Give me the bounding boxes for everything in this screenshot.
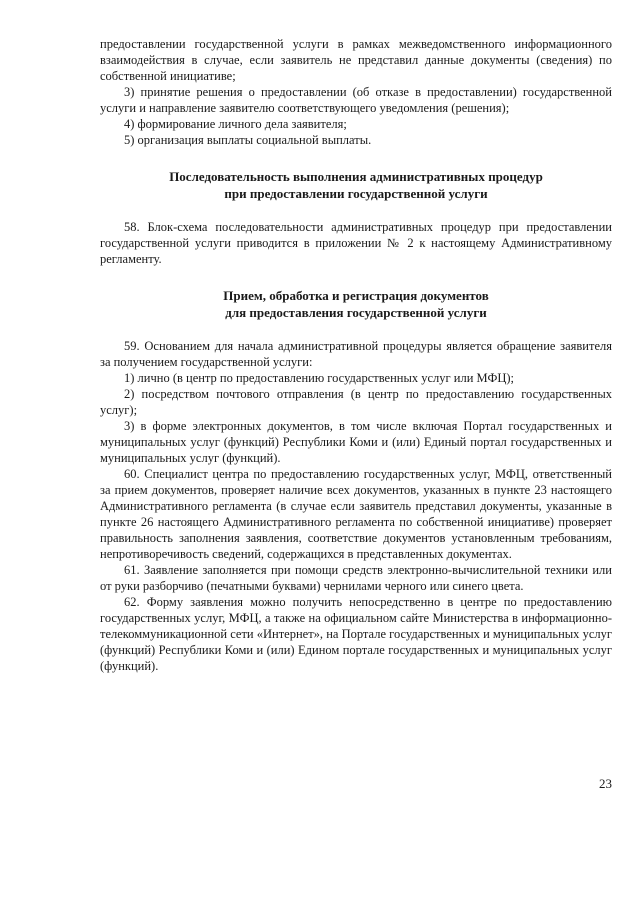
section-heading [100,287,612,321]
paragraph: 60. Специалист центра по предоставлению государственных услуг, МФЦ, ответственный за прием документов, проверяет наличие всех документов, указанных в пункте 23 настоящего Административного регламента (в случае если заявитель представил документы, указанные в пункте 26 настоящего Административного регламента по собственной инициативе) проверяет правильность заполнения заявления, соответствие документов установленным требованиям, непротиворечивость сведений, содержащихся в представленных документах. [100,467,612,561]
page-number: 23 [599,776,612,791]
heading-line: для предоставления государственной услуги [225,305,487,320]
paragraph: 5) организация выплаты социальной выплаты. [124,133,372,147]
section-heading [100,168,612,202]
paragraph: 58. Блок-схема последовательности административных процедур при предоставлении государственной услуги приводится в приложении № 2 к настоящему Административному регламенту. [100,220,612,266]
paragraph: 3) принятие решения о предоставлении (об отказе в предоставлении) государственной услуги и направление заявителю соответствующего уведомления (решения); [100,85,612,115]
paragraph: 62. Форму заявления можно получить непосредственно в центре по предоставлению государственных услуг, МФЦ, а также на официальном сайте Министерства в информационно-телекоммуникационной сети «Интернет», на Портале государственных и муниципальных услуг (функций) Республики Коми и (или) Едином портале государственных и муниципальных услуг (функций). [100,595,612,673]
paragraph: 61. Заявление заполняется при помощи средств электронно-вычислительной техники или от руки разборчиво (печатными буквами) чернилами черного или синего цвета. [100,563,612,593]
heading-line: Прием, обработка и регистрация документов [223,288,489,303]
paragraph: 2) посредством почтового отправления (в центр по предоставлению государственных услуг); [100,387,612,417]
paragraph: 3) в форме электронных документов, в том числе включая Портал государственных и муниципальных услуг (функций) Республики Коми и (или) Единый портал государственных и муниципальных услуг (функций). [100,419,612,465]
paragraph: предоставлении государственной услуги в рамках межведомственного информационного взаимодействия в случае, если заявитель не представил данные документы (сведения) по собственной инициативе; [100,37,612,83]
paragraph: 4) формирование личного дела заявителя; [124,117,347,131]
heading-line: при предоставлении государственной услуги [224,186,488,201]
paragraph: 1) лично (в центр по предоставлению государственных услуг или МФЦ); [124,371,514,385]
document-body [100,36,612,674]
paragraph: 59. Основанием для начала административной процедуры является обращение заявителя за получением государственной услуги: [100,339,612,369]
heading-line: Последовательность выполнения административных процедур [169,169,543,184]
